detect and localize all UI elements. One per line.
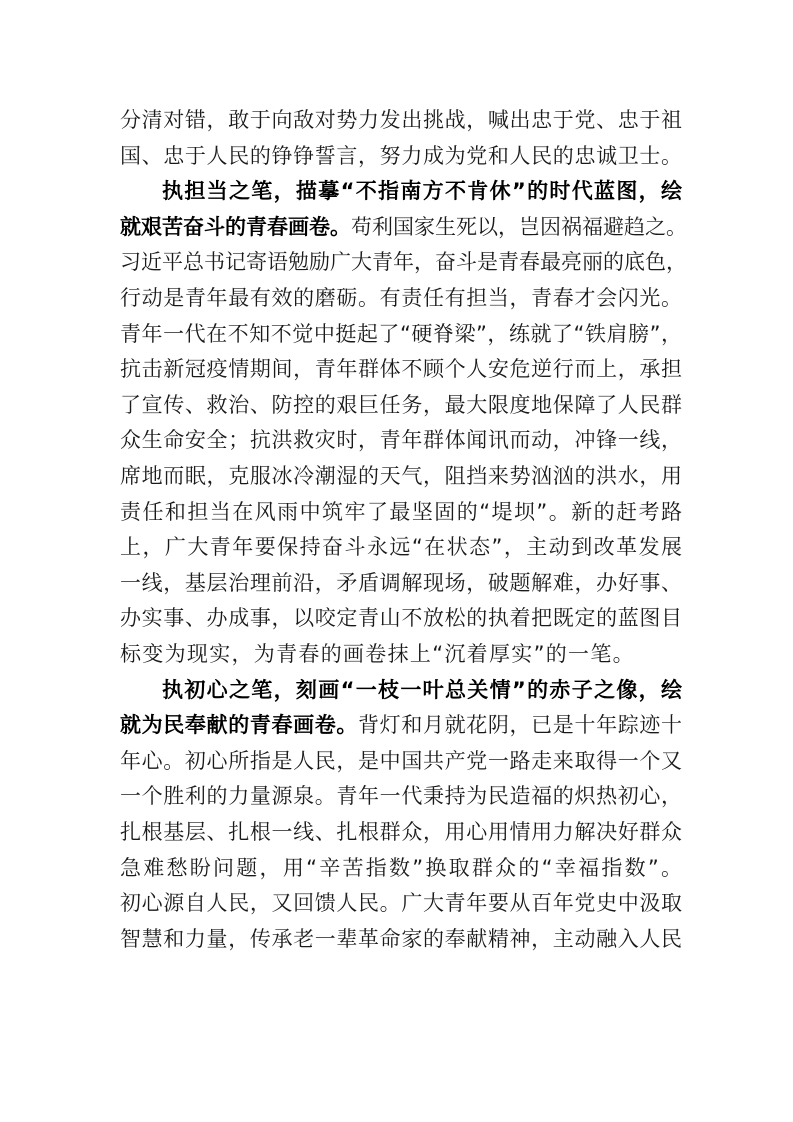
body-text: 苟利国家生死以，岂因祸福避趋之。: [351, 214, 687, 239]
body-text: 分清对错，敢于向敌对势力发出挑战，喊出忠于党、忠于祖: [120, 108, 682, 132]
text-line: [120, 746, 682, 776]
body-text: 上，广大青年要保持奋斗永远“在状态”，主动到改革发展: [120, 535, 682, 560]
body-text: 背灯和月就花阴，已是十年踪迹十: [358, 713, 683, 738]
body-text: 扎根基层、扎根一线、扎根群众，用心用情用力解决好群众: [120, 820, 682, 844]
text-line: [120, 639, 635, 669]
body-text: 办实事、办成事，以咬定青山不放松的执着把既定的蓝图目: [120, 606, 682, 631]
body-text: 标变为现实，为青春的画卷抹上“沉着厚实”的一笔。: [120, 642, 635, 666]
text-line: [120, 390, 682, 420]
bold-heading-text: 就艰苦奋斗的青春画卷。: [120, 214, 351, 239]
text-line: [120, 283, 682, 313]
text-line: [120, 247, 687, 277]
bold-heading-text: 执初心之笔，刻画“一枝一叶总关情”的赤子之像，绘: [162, 677, 682, 702]
body-text: 责任和担当在风雨中筑牢了最坚固的“堤坝”。新的赶考路: [120, 499, 682, 524]
text-line: [120, 425, 682, 455]
text-line: [120, 817, 682, 847]
bold-heading-text: 就为民奉献的青春画卷。: [120, 713, 359, 738]
text-line: [120, 568, 682, 598]
body-text: 初心源自人民，又回馈人民。广大青年要从百年党史中汲取: [120, 891, 682, 916]
text-line: [120, 781, 682, 811]
text-line: [120, 319, 682, 349]
text-line: [120, 497, 682, 527]
body-text: 席地而眠，克服冰冷潮湿的天气，阻挡来势汹汹的洪水，用: [120, 464, 682, 488]
text-line: [120, 105, 682, 135]
body-text: 行动是青年最有效的磨砺。有责任有担当，青春才会闪光。: [120, 286, 682, 310]
body-text: 急难愁盼问题，用“辛苦指数”换取群众的“幸福指数”。: [120, 855, 682, 880]
text-line: [120, 141, 682, 171]
text-line: [120, 461, 682, 491]
text-line: [162, 675, 682, 705]
body-text: 国、忠于人民的铮铮誓言，努力成为党和人民的忠诚卫士。: [120, 143, 682, 168]
body-text: 一线，基层治理前沿，矛盾调解现场，破题解难，办好事、: [120, 570, 682, 595]
bold-heading-text: 执担当之笔，描摹“不指南方不肯休”的时代蓝图，绘: [162, 179, 682, 204]
text-line: [120, 603, 682, 633]
body-text: 抗击新冠疫情期间，青年群体不顾个人安危逆行而上，承担: [120, 357, 682, 382]
body-text: 习近平总书记寄语勉励广大青年，奋斗是青春最亮丽的底色，: [120, 250, 687, 275]
text-line: [120, 532, 682, 562]
body-text: 青年一代在不知不觉中挺起了“硬脊梁”，练就了“铁肩膀”，: [120, 321, 682, 346]
text-line: [120, 710, 682, 740]
text-line: [120, 354, 682, 384]
body-text: 众生命安全；抗洪救灾时，青年群体闻讯而动，冲锋一线，: [120, 428, 682, 453]
text-line: [120, 212, 687, 242]
body-text: 年心。初心所指是人民，是中国共产党一路走来取得一个又: [120, 748, 682, 773]
body-text: 智慧和力量，传承老一辈革命家的奉献精神，主动融入人民: [120, 926, 682, 951]
text-line: [162, 176, 682, 206]
text-line: [120, 924, 682, 954]
body-text: 一个胜利的力量源泉。青年一代秉持为民造福的炽热初心，: [120, 784, 682, 809]
text-line: [120, 853, 682, 883]
body-text: 了宣传、救治、防控的艰巨任务，最大限度地保障了人民群: [120, 392, 682, 417]
text-line: [120, 888, 682, 918]
